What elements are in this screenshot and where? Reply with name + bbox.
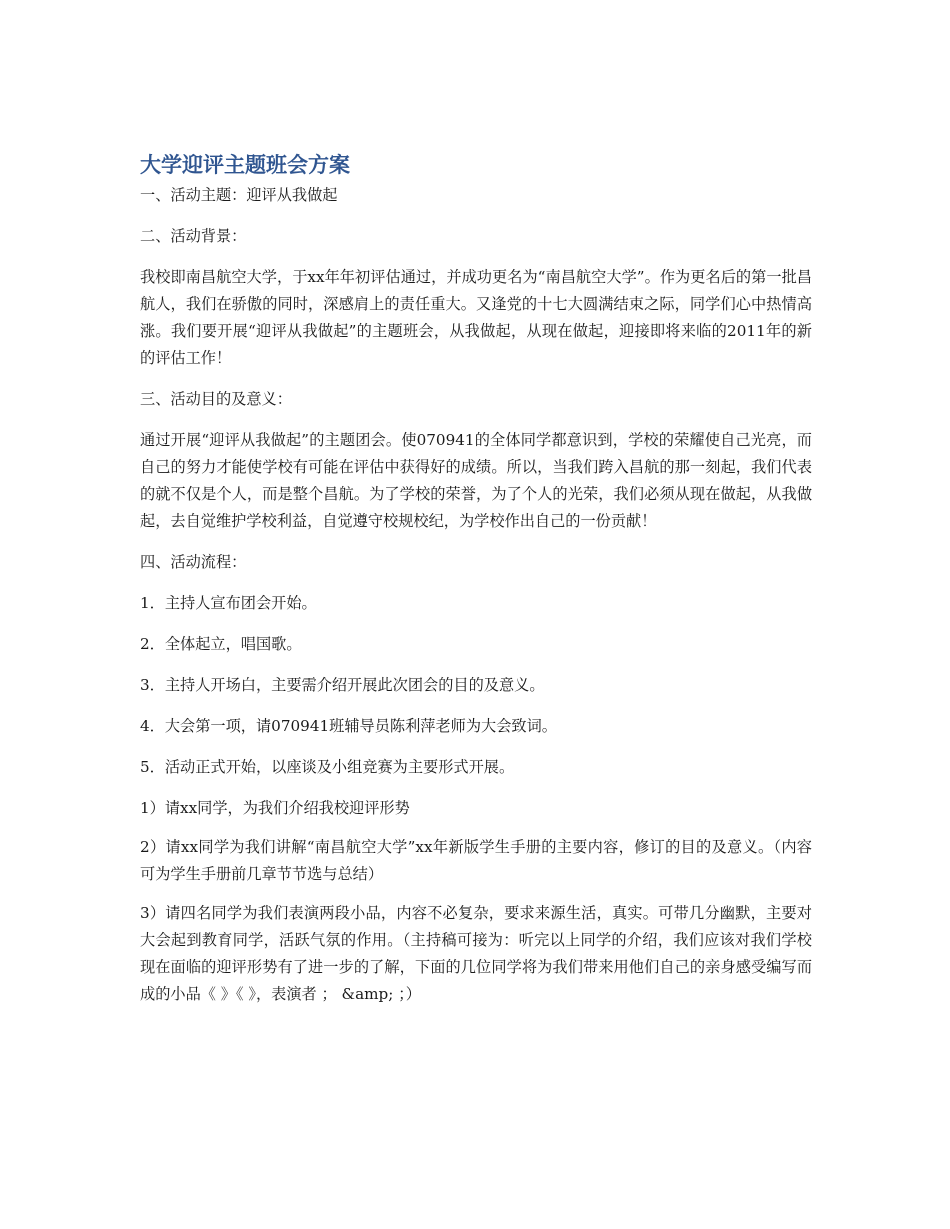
process-step: 5．活动正式开始，以座谈及小组竞赛为主要形式开展。 [140,758,515,776]
sub-item: 1）请xx同学，为我们介绍我校迎评形势 [140,799,410,817]
process-step: 4．大会第一项，请070941班辅导员陈利萍老师为大会致词。 [140,717,557,735]
process-step: 1．主持人宣布团会开始。 [140,594,317,612]
section-heading-theme: 一、活动主题：迎评从我做起 [140,186,338,204]
process-step: 2．全体起立，唱国歌。 [140,635,302,653]
section-heading-purpose: 三、活动目的及意义： [140,390,292,408]
sub-item: 3）请四名同学为我们表演两段小品，内容不必复杂，要求来源生活，真实。可带几分幽默，主要对大会起到教育同学，活跃气氛的作用。（主持稿可接为：听完以上同学的介绍，我们应该对我们学校现在面临的迎评形势有了进一步的了解，下面的几位同学将为我们带来用他们自己的亲身感受编写而成的小品《 》《 》，表演者 ； &amp; ；） [140,904,812,1003]
sub-item: 2）请xx同学为我们讲解“南昌航空大学”xx年新版学生手册的主要内容，修订的目的及意义。（内容可为学生手册前几章节节选与总结） [140,838,812,883]
section-heading-process: 四、活动流程： [140,553,247,571]
purpose-paragraph: 通过开展“迎评从我做起”的主题团会。使070941的全体同学都意识到，学校的荣耀使自己光亮，而自己的努力才能使学校有可能在评估中获得好的成绩。所以，当我们跨入昌航的那一刻起，我们代表的就不仅是个人，而是整个昌航。为了学校的荣誉，为了个人的光荣，我们必须从现在做起，从我做起，去自觉维护学校利益，自觉遵守校规校纪，为学校作出自己的一份贡献！ [140,431,812,530]
process-step: 3．主持人开场白，主要需介绍开展此次团会的目的及意义。 [140,676,545,694]
document-page [140,150,812,1020]
background-paragraph: 我校即南昌航空大学，于xx年年初评估通过，并成功更名为“南昌航空大学”。作为更名后的第一批昌航人，我们在骄傲的同时，深感肩上的责任重大。又逢党的十七大圆满结束之际，同学们心中热情高涨。我们要开展“迎评从我做起”的主题班会，从我做起，从现在做起，迎接即将来临的2011年的新的评估工作！ [140,268,812,367]
section-heading-background: 二、活动背景： [140,227,247,245]
document-title: 大学迎评主题班会方案 [140,153,350,177]
